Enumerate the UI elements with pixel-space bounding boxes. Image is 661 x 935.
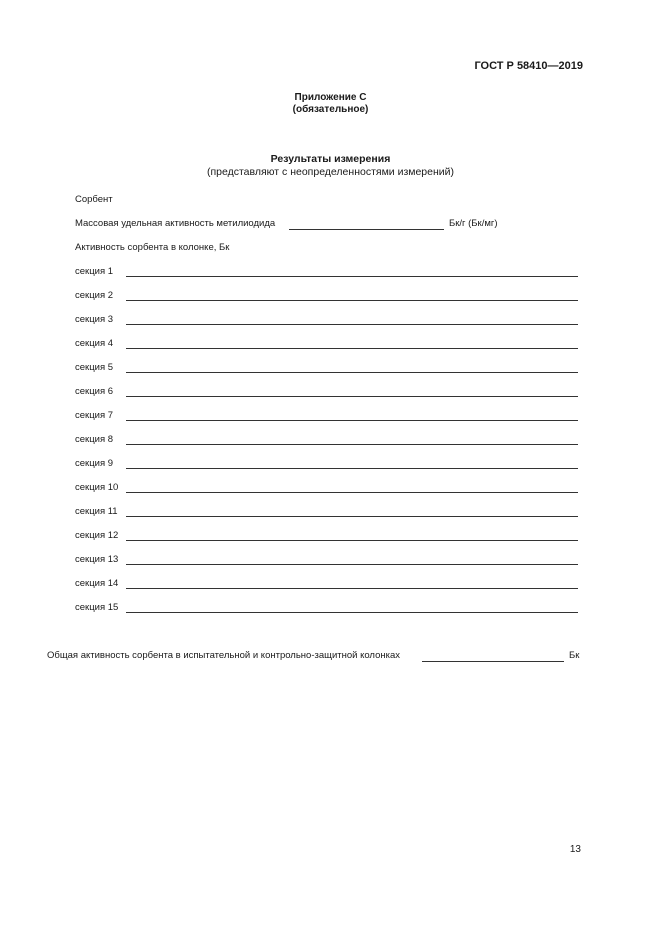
section-value-field[interactable]: [126, 300, 578, 301]
document-number: ГОСТ Р 58410—2019: [474, 60, 583, 72]
section-title: Результаты измерения: [270, 153, 391, 165]
page-number: 13: [569, 844, 581, 855]
section-value-field[interactable]: [126, 420, 578, 421]
sorbent-label: Сорбент: [75, 194, 113, 205]
mass-activity-field[interactable]: [289, 229, 444, 230]
section-value-field[interactable]: [126, 348, 578, 349]
section-label: секция 9: [75, 458, 114, 469]
section-label: секция 1: [75, 266, 114, 277]
section-subtitle: (представляют с неопределенностями измерений): [206, 166, 455, 178]
section-label: секция 2: [75, 290, 114, 301]
total-activity-label: Общая активность сорбента в испытательной и контрольно-защитной колонках: [47, 650, 400, 661]
section-label: секция 7: [75, 410, 114, 421]
section-label: секция 12: [75, 530, 119, 541]
section-value-field[interactable]: [126, 396, 578, 397]
column-activity-label: Активность сорбента в колонке, Бк: [75, 242, 230, 253]
section-label: секция 10: [75, 482, 119, 493]
section-value-field[interactable]: [126, 324, 578, 325]
section-value-field[interactable]: [126, 492, 578, 493]
section-value-field[interactable]: [126, 540, 578, 541]
section-value-field[interactable]: [126, 588, 578, 589]
section-value-field[interactable]: [126, 276, 578, 277]
section-label: секция 6: [75, 386, 114, 397]
total-activity-units: Бк: [569, 650, 580, 661]
section-value-field[interactable]: [126, 444, 578, 445]
section-label: секция 4: [75, 338, 114, 349]
section-value-field[interactable]: [126, 372, 578, 373]
appendix-status: (обязательное): [292, 104, 369, 115]
section-label: секция 3: [75, 314, 114, 325]
section-label: секция 5: [75, 362, 114, 373]
section-label: секция 8: [75, 434, 114, 445]
mass-activity-units: Бк/г (Бк/мг): [449, 218, 498, 229]
section-label: секция 15: [75, 602, 119, 613]
section-label: секция 13: [75, 554, 119, 565]
section-label: секция 14: [75, 578, 119, 589]
total-activity-field[interactable]: [422, 661, 564, 662]
section-value-field[interactable]: [126, 516, 578, 517]
section-value-field[interactable]: [126, 612, 578, 613]
mass-activity-label: Массовая удельная активность метилиодида: [75, 218, 276, 229]
appendix-title: Приложение С: [294, 92, 367, 103]
section-label: секция 11: [75, 506, 118, 517]
section-value-field[interactable]: [126, 468, 578, 469]
section-value-field[interactable]: [126, 564, 578, 565]
